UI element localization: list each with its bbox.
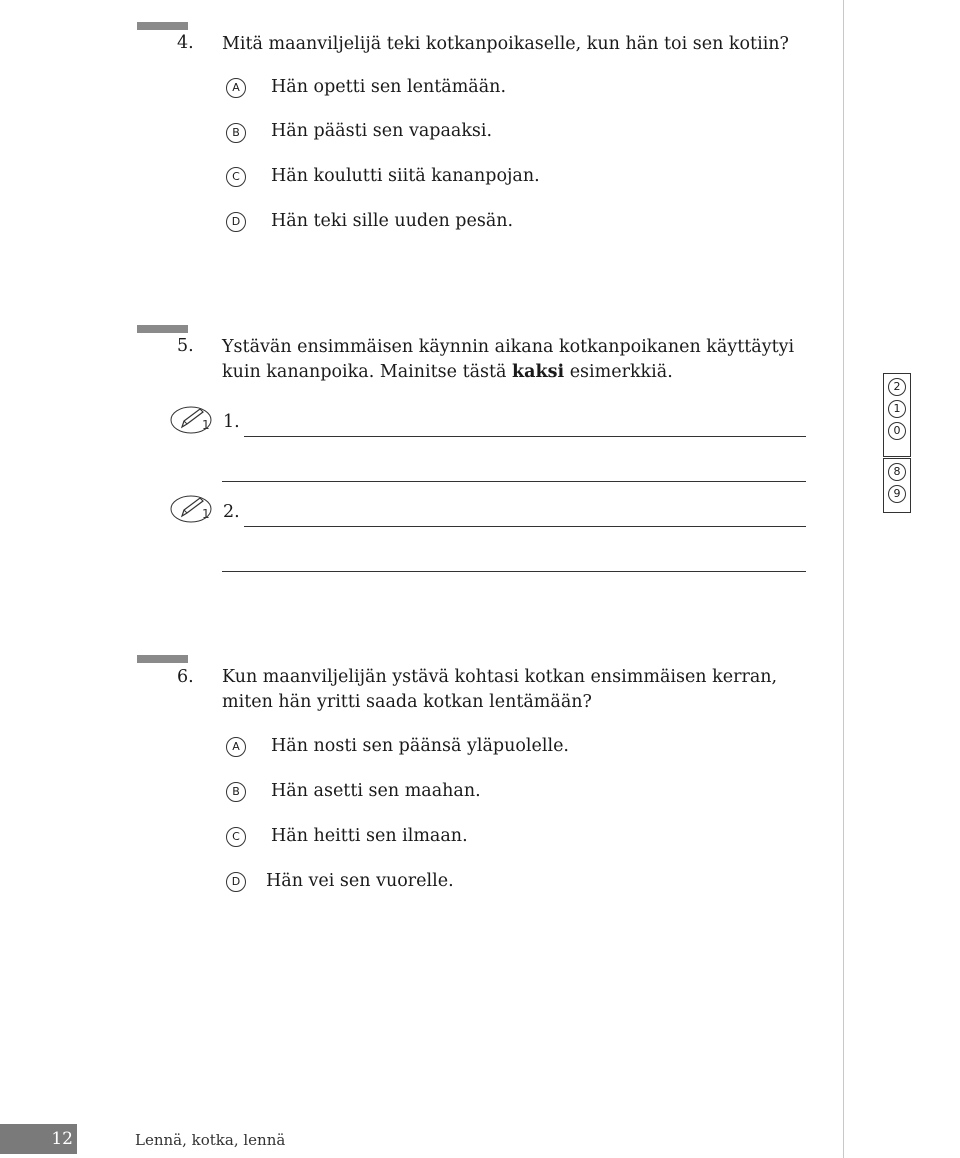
- question-marker: [137, 22, 188, 30]
- question-6-number: 6.: [177, 667, 194, 687]
- option-d-bubble[interactable]: D: [226, 872, 246, 892]
- option-c-text: Hän heitti sen ilmaan.: [271, 826, 468, 846]
- option-a-text: Hän nosti sen päänsä yläpuolelle.: [271, 736, 569, 756]
- score-box-points: [883, 373, 911, 457]
- question-4-number: 4.: [177, 33, 194, 53]
- score-option[interactable]: 8: [888, 463, 906, 481]
- option-c-bubble[interactable]: C: [226, 167, 246, 187]
- score-option[interactable]: 9: [888, 485, 906, 503]
- question-6-text: Kun maanviljelijän ystävä kohtasi kotkan ensimmäisen kerran, miten hän yritti saada kotkan lentämään?: [222, 667, 778, 712]
- option-d-text: Hän teki sille uuden pesän.: [271, 211, 514, 231]
- option-b-bubble[interactable]: B: [226, 782, 246, 802]
- page-number: 12: [0, 1124, 77, 1154]
- question-4-text: Mitä maanviljelijä teki kotkanpoikaselle, kun hän toi sen kotiin?: [222, 34, 789, 54]
- option-a-text: Hän opetti sen lentämään.: [271, 77, 507, 97]
- question-marker: [137, 655, 188, 663]
- answer-2-label: 2.: [223, 502, 240, 522]
- pencil-icon: [170, 405, 222, 435]
- question-5-number: 5.: [177, 336, 194, 356]
- answer-1-line-2[interactable]: [222, 481, 806, 482]
- option-b-text: Hän asetti sen maahan.: [271, 781, 481, 801]
- score-option[interactable]: 1: [888, 400, 906, 418]
- option-a-bubble[interactable]: A: [226, 737, 246, 757]
- answer-2-line-2[interactable]: [222, 571, 806, 572]
- score-box-codes: [883, 458, 911, 513]
- score-option[interactable]: 0: [888, 422, 906, 440]
- answer-1-line[interactable]: [244, 436, 806, 437]
- svg-text:1: 1: [202, 507, 210, 521]
- svg-text:1: 1: [202, 418, 210, 432]
- question-marker: [137, 325, 188, 333]
- answer-2-line[interactable]: [244, 526, 806, 527]
- answer-1-label: 1.: [223, 412, 240, 432]
- pencil-icon: [170, 494, 222, 524]
- option-d-text: Hän vei sen vuorelle.: [266, 871, 454, 891]
- margin-rule: [843, 0, 844, 1158]
- option-b-text: Hän päästi sen vapaaksi.: [271, 121, 493, 141]
- question-5-text: Ystävän ensimmäisen käynnin aikana kotkanpoikanen käyttäytyi kuin kananpoika. Mainitse tästä kaksi esimerkkiä.: [222, 337, 795, 382]
- footer-title: Lennä, kotka, lennä: [135, 1131, 286, 1149]
- option-c-bubble[interactable]: C: [226, 827, 246, 847]
- option-d-bubble[interactable]: D: [226, 212, 246, 232]
- option-c-text: Hän koulutti siitä kananpojan.: [271, 166, 540, 186]
- option-b-bubble[interactable]: B: [226, 123, 246, 143]
- option-a-bubble[interactable]: A: [226, 78, 246, 98]
- score-option[interactable]: 2: [888, 378, 906, 396]
